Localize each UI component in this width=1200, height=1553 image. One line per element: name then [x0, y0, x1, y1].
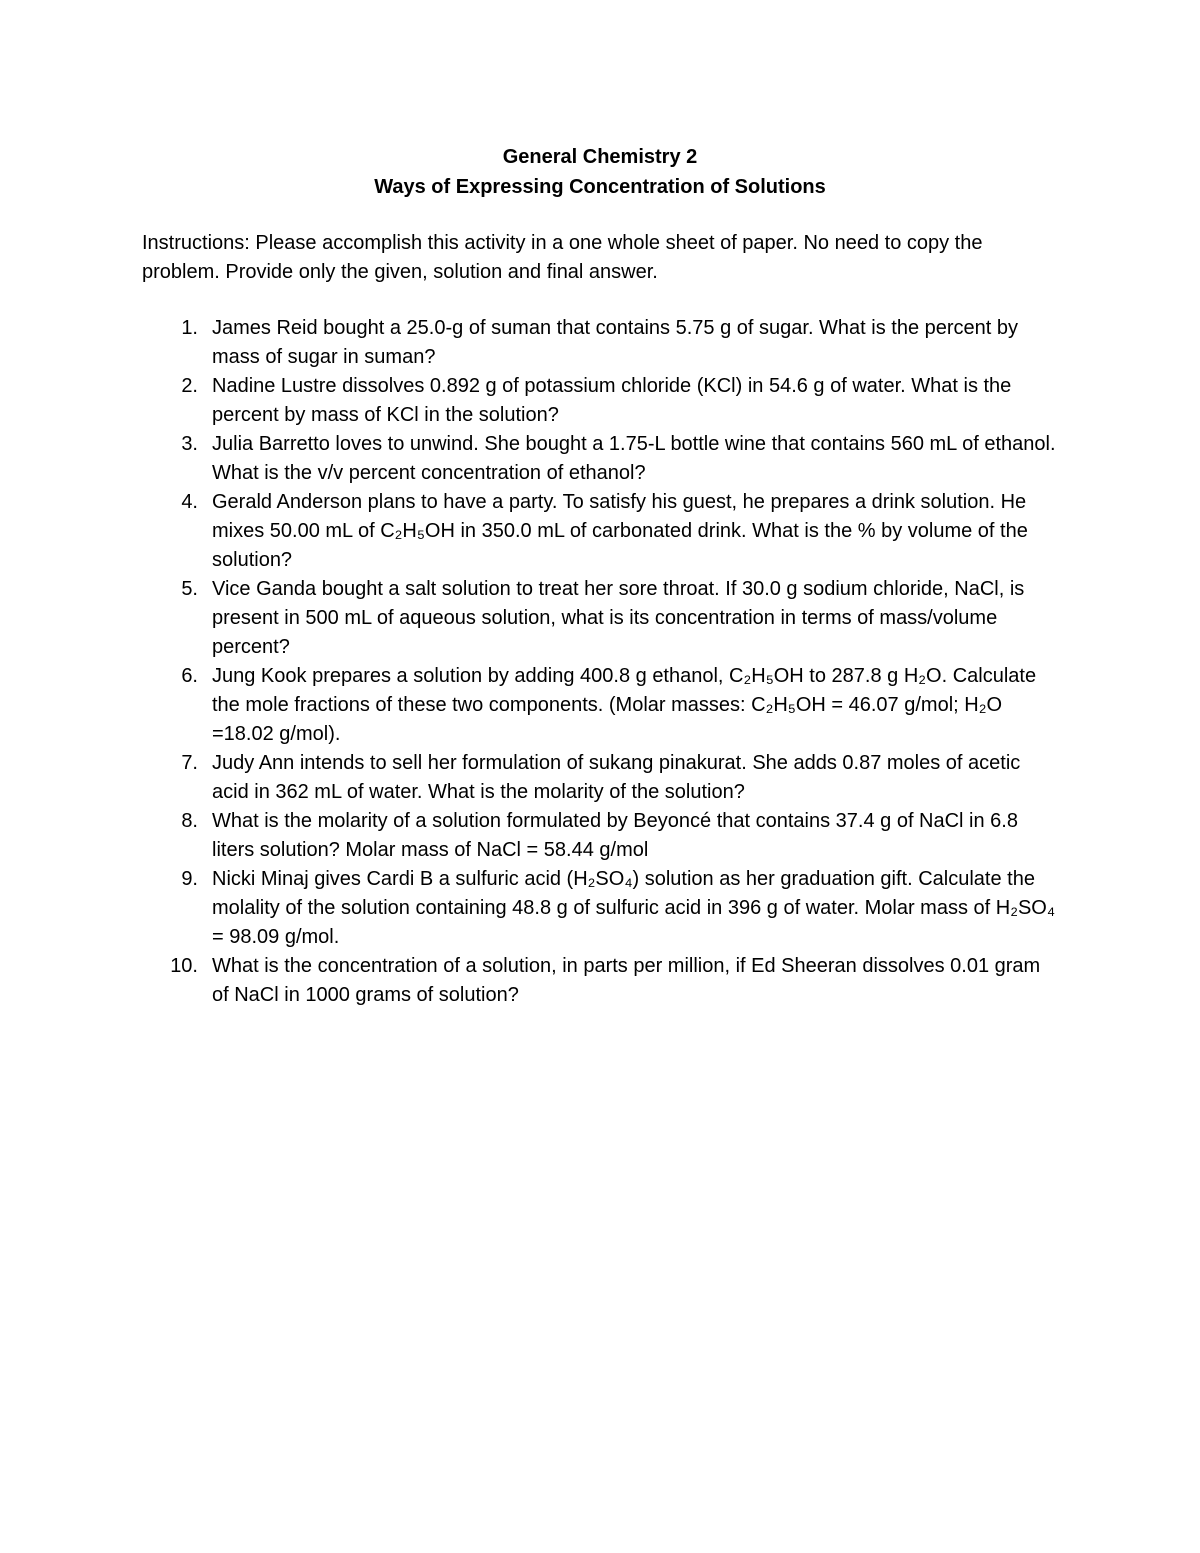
- question-list: [142, 314, 1062, 1010]
- question-text: Vice Ganda bought a salt solution to treat her sore throat. If 30.0 g sodium chloride, NaCl, is present in 500 mL of aqueous solution, what is its concentration in terms of mass/volume percent?: [212, 578, 1025, 658]
- instructions-paragraph: Instructions: Please accomplish this activity in a one whole sheet of paper. No need to copy the problem. Provide only the given, solution and final answer.: [142, 232, 983, 283]
- question-item: [142, 865, 1062, 952]
- page-title: General Chemistry 2: [502, 146, 698, 168]
- question-item: [142, 575, 1062, 662]
- question-number: 8.: [181, 810, 198, 832]
- question-number: 4.: [181, 491, 198, 513]
- question-number: 1.: [181, 317, 198, 339]
- question-text: James Reid bought a 25.0-g of suman that contains 5.75 g of sugar. What is the percent by mass of sugar in suman?: [212, 317, 1019, 368]
- question-number: 9.: [181, 868, 198, 890]
- question-text: Nicki Minaj gives Cardi B a sulfuric acid (H₂SO₄) solution as her graduation gift. Calculate the molality of the solution containing 48.8 g of sulfuric acid in 396 g of water. Molar mass of H₂SO₄ = 98.09 g/mol.: [212, 868, 1056, 948]
- question-item: [142, 488, 1062, 575]
- question-text: Gerald Anderson plans to have a party. To satisfy his guest, he prepares a drink solution. He mixes 50.00 mL of C₂H₅OH in 350.0 mL of carbonated drink. What is the % by volume of the solution?: [212, 491, 1028, 571]
- question-text: What is the concentration of a solution, in parts per million, if Ed Sheeran dissolves 0.01 gram of NaCl in 1000 grams of solution?: [212, 955, 1041, 1006]
- question-text: Jung Kook prepares a solution by adding 400.8 g ethanol, C₂H₅OH to 287.8 g H₂O. Calculate the mole fractions of these two components. (Molar masses: C₂H₅OH = 46.07 g/mol; H₂O =18.02 g/mol).: [212, 665, 1037, 745]
- question-item: [142, 952, 1062, 1010]
- question-number: 3.: [181, 433, 198, 455]
- question-item: [142, 662, 1062, 749]
- question-number: 2.: [181, 375, 198, 397]
- question-number: 10.: [170, 955, 198, 977]
- question-item: [142, 807, 1062, 865]
- question-number: 6.: [181, 665, 198, 687]
- question-item: [142, 372, 1062, 430]
- question-text: Judy Ann intends to sell her formulation of sukang pinakurat. She adds 0.87 moles of acetic acid in 362 mL of water. What is the molarity of the solution?: [212, 752, 1021, 803]
- question-number: 5.: [181, 578, 198, 600]
- question-text: What is the molarity of a solution formulated by Beyoncé that contains 37.4 g of NaCl in 6.8 liters solution? Molar mass of NaCl = 58.44 g/mol: [212, 810, 1018, 861]
- question-number: 7.: [181, 752, 198, 774]
- page-subtitle: Ways of Expressing Concentration of Solutions: [374, 176, 826, 198]
- question-text: Julia Barretto loves to unwind. She bought a 1.75-L bottle wine that contains 560 mL of ethanol. What is the v/v percent concentration of ethanol?: [212, 433, 1056, 484]
- question-text: Nadine Lustre dissolves 0.892 g of potassium chloride (KCl) in 54.6 g of water. What is the percent by mass of KCl in the solution?: [212, 375, 1012, 426]
- question-item: [142, 430, 1062, 488]
- question-item: [142, 314, 1062, 372]
- question-item: [142, 749, 1062, 807]
